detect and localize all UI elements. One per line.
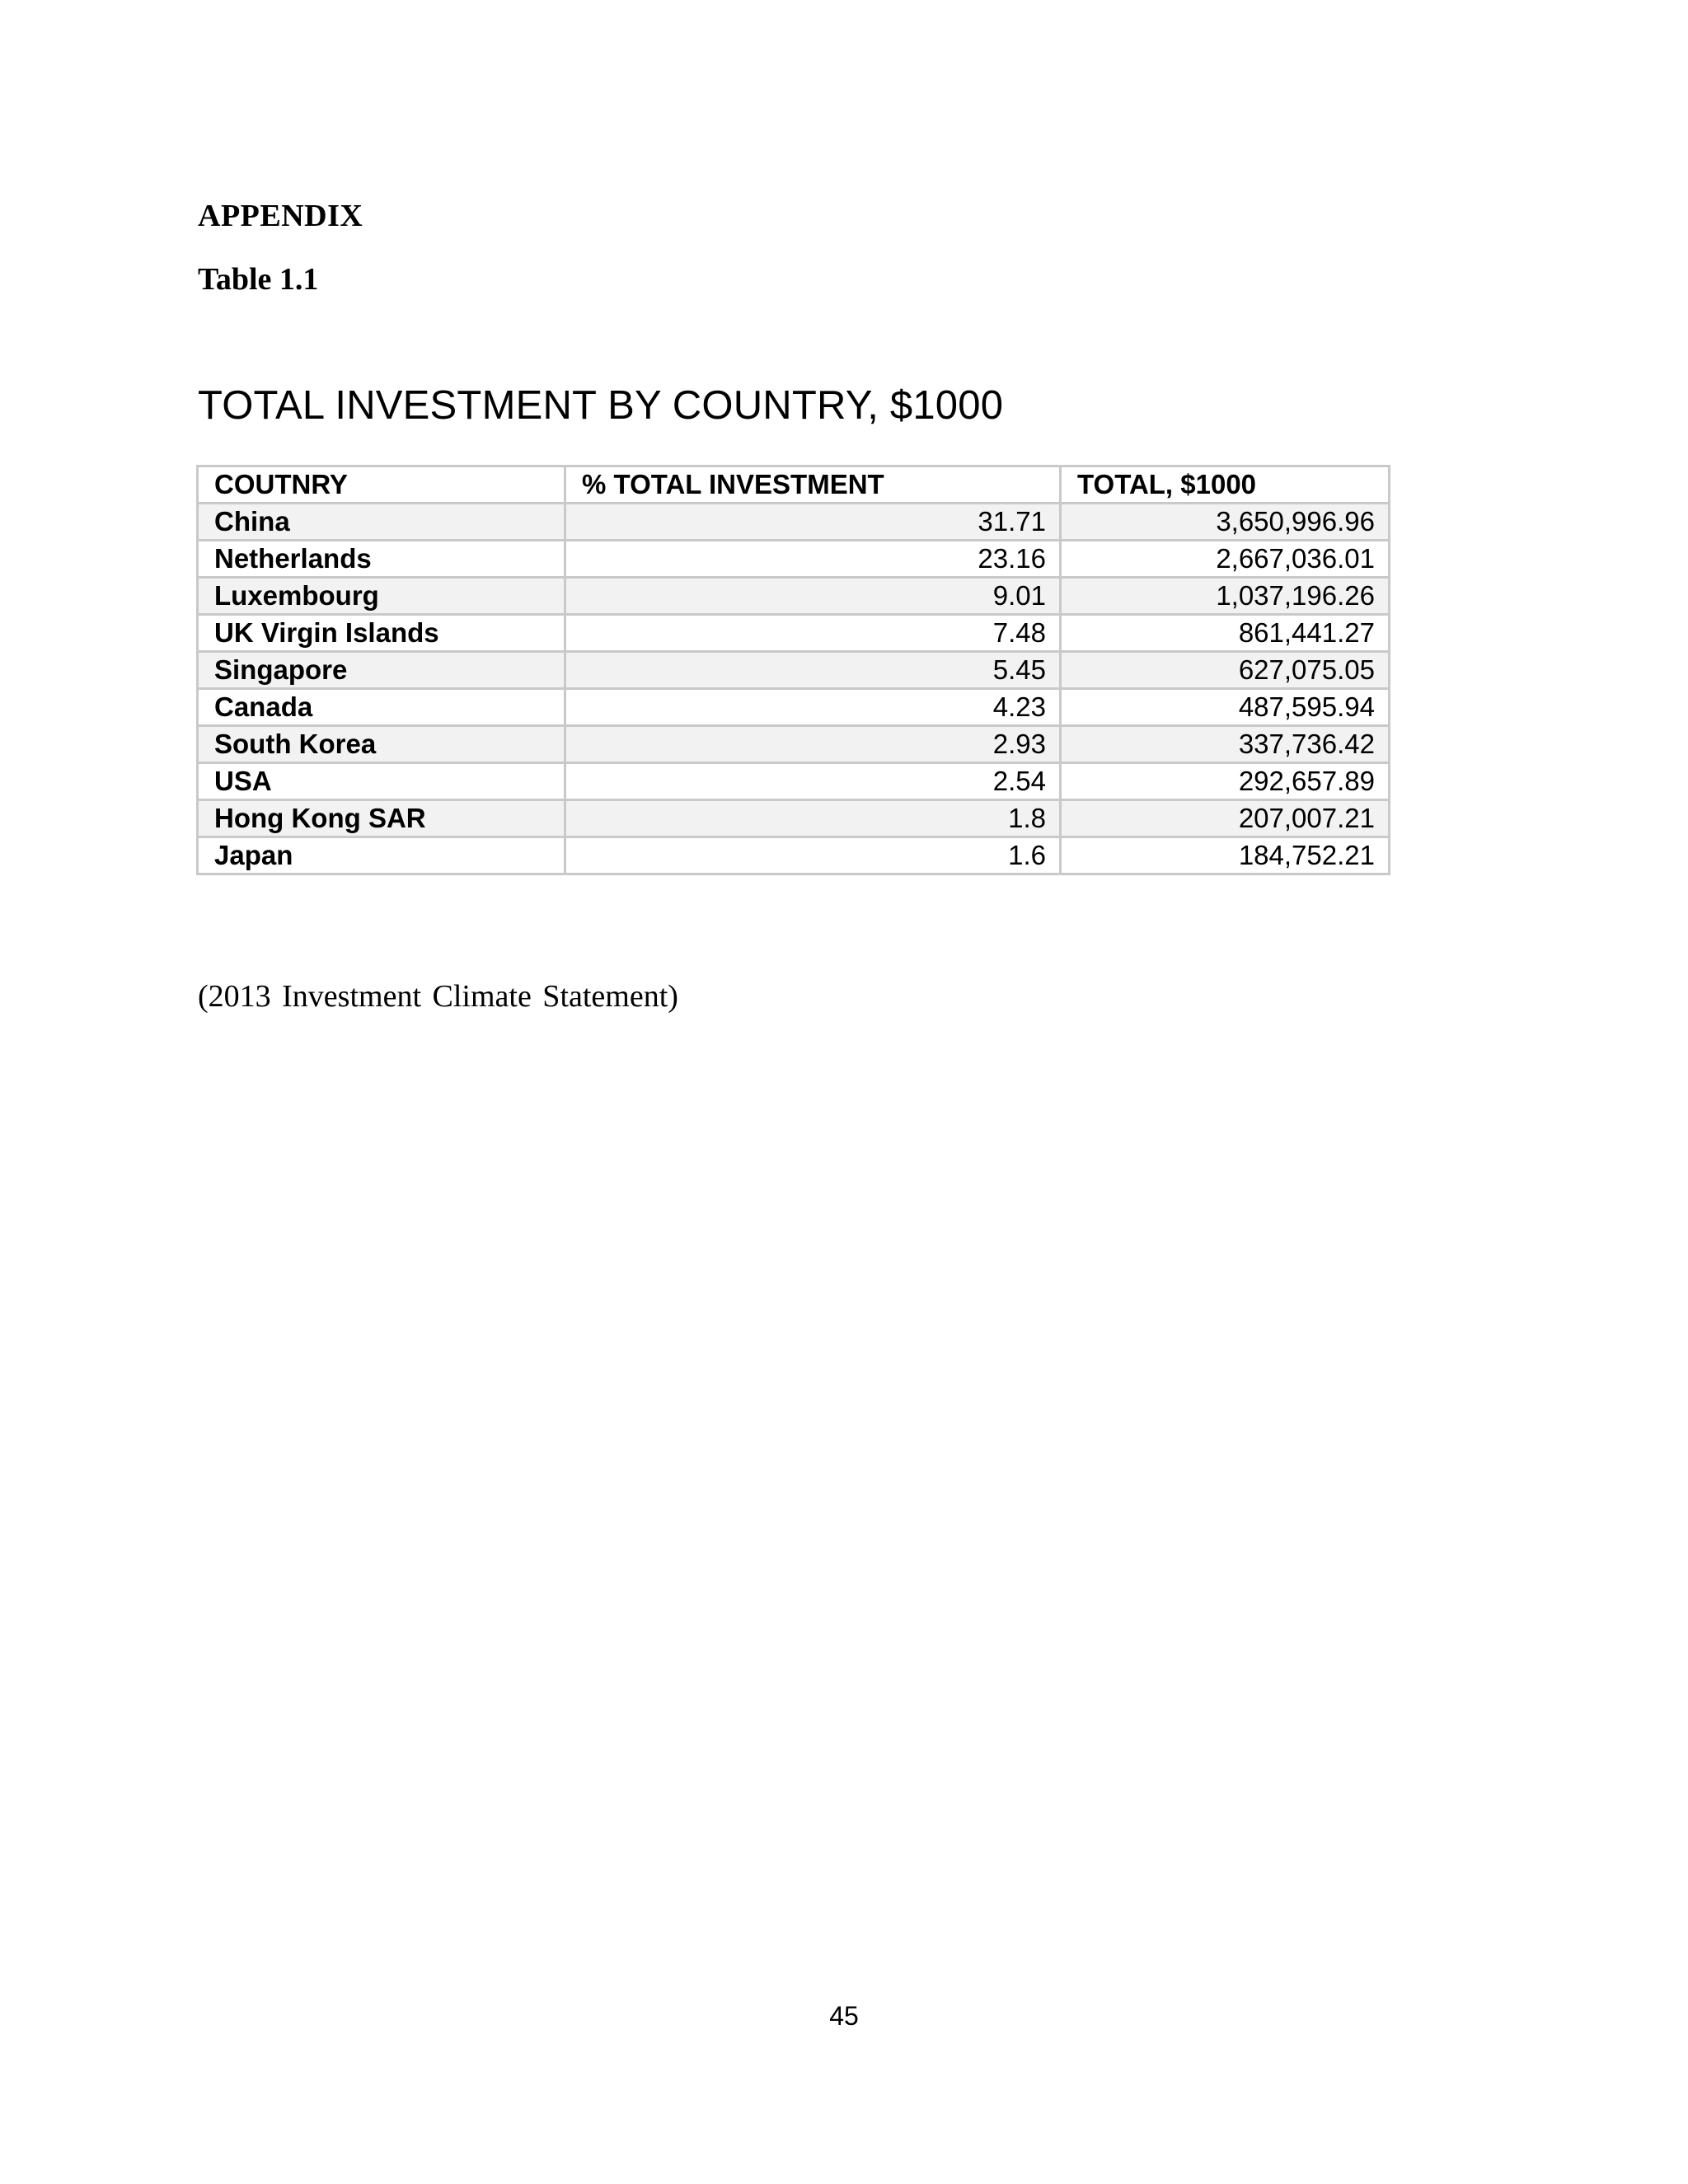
total-cell: 487,595.94	[1061, 689, 1390, 726]
total-cell: 207,007.21	[1061, 800, 1390, 837]
total-cell: 292,657.89	[1061, 763, 1390, 800]
total-cell: 2,667,036.01	[1061, 541, 1390, 578]
table-row	[198, 578, 1390, 615]
country-cell: South Korea	[198, 726, 565, 763]
table-title: TOTAL INVESTMENT BY COUNTRY, $1000	[198, 383, 1004, 428]
country-cell: Singapore	[198, 652, 565, 689]
total-cell: 337,736.42	[1061, 726, 1390, 763]
table-row	[198, 763, 1390, 800]
country-cell: UK Virgin Islands	[198, 615, 565, 652]
percent-cell: 1.8	[565, 800, 1061, 837]
table-row	[198, 837, 1390, 874]
percent-cell: 5.45	[565, 652, 1061, 689]
percent-cell: 1.6	[565, 837, 1061, 874]
percent-cell: 23.16	[565, 541, 1061, 578]
investment-table	[196, 465, 1390, 875]
country-cell: Luxembourg	[198, 578, 565, 615]
table-row	[198, 652, 1390, 689]
percent-cell: 9.01	[565, 578, 1061, 615]
total-cell: 627,075.05	[1061, 652, 1390, 689]
country-cell: Hong Kong SAR	[198, 800, 565, 837]
total-cell: 184,752.21	[1061, 837, 1390, 874]
header-country: COUTNRY	[198, 466, 565, 504]
country-cell: China	[198, 504, 565, 541]
table-row	[198, 504, 1390, 541]
table-label: Table 1.1	[198, 262, 319, 297]
source-note: (2013 Investment Climate Statement)	[198, 979, 678, 1014]
table-row	[198, 541, 1390, 578]
table-header-row	[198, 466, 1390, 504]
table-row	[198, 689, 1390, 726]
percent-cell: 2.93	[565, 726, 1061, 763]
percent-cell: 31.71	[565, 504, 1061, 541]
total-cell: 1,037,196.26	[1061, 578, 1390, 615]
country-cell: USA	[198, 763, 565, 800]
table-row	[198, 615, 1390, 652]
header-percent: % TOTAL INVESTMENT	[565, 466, 1061, 504]
percent-cell: 4.23	[565, 689, 1061, 726]
table-row	[198, 800, 1390, 837]
country-cell: Japan	[198, 837, 565, 874]
percent-cell: 2.54	[565, 763, 1061, 800]
country-cell: Netherlands	[198, 541, 565, 578]
header-total: TOTAL, $1000	[1061, 466, 1390, 504]
table-row	[198, 726, 1390, 763]
total-cell: 3,650,996.96	[1061, 504, 1390, 541]
percent-cell: 7.48	[565, 615, 1061, 652]
page-number: 45	[829, 2001, 859, 2031]
total-cell: 861,441.27	[1061, 615, 1390, 652]
appendix-heading: APPENDIX	[198, 199, 363, 233]
country-cell: Canada	[198, 689, 565, 726]
